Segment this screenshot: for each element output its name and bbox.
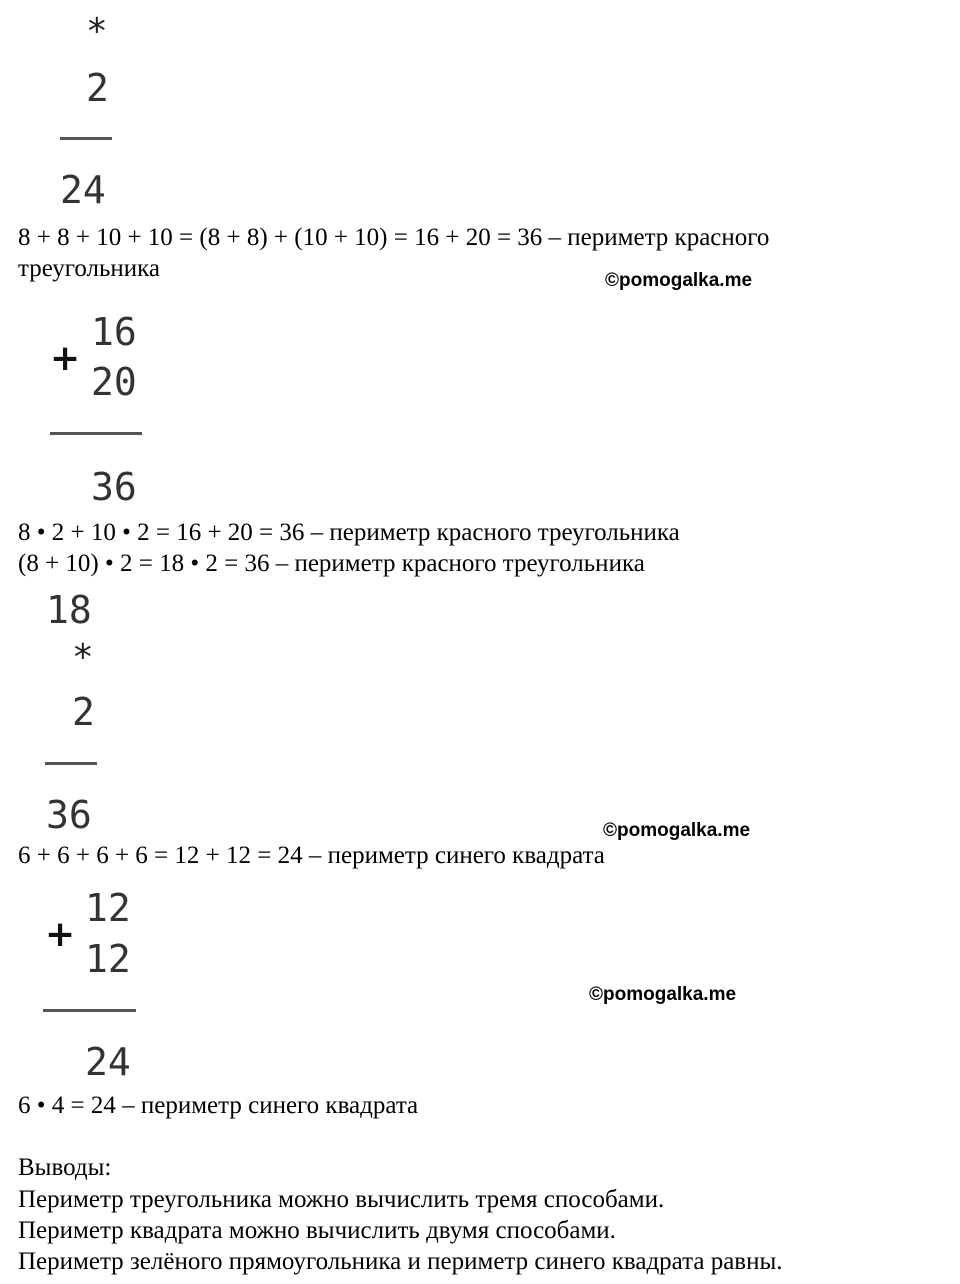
calc3-top: 18 xyxy=(46,588,92,632)
calc1-rule xyxy=(60,137,112,140)
calc1-operand: 2 xyxy=(86,66,109,110)
calc4-operator: + xyxy=(45,914,76,955)
calc4-result: 24 xyxy=(85,1040,131,1084)
calc2-result: 36 xyxy=(91,465,137,509)
watermark-2: ©pomogalka.me xyxy=(603,820,751,841)
equation-red-triangle-sum: 8 + 8 + 10 + 10 = (8 + 8) + (10 + 10) = 16 + 20 = 36 – периметр красного xyxy=(18,224,770,251)
calc3-result: 36 xyxy=(46,793,92,837)
equation-red-triangle-mult: 8 • 2 + 10 • 2 = 16 + 20 = 36 – периметр красного треугольника xyxy=(18,519,680,546)
calc4-rule xyxy=(43,1009,136,1012)
calc2-top: 16 xyxy=(91,310,137,354)
equation-blue-square-mult: 6 • 4 = 24 – периметр синего квадрата xyxy=(18,1092,419,1119)
calc4-bottom: 12 xyxy=(85,937,131,981)
calc3-rule xyxy=(45,762,97,765)
watermark-3: ©pomogalka.me xyxy=(589,984,737,1005)
calc2-operator: + xyxy=(50,338,81,379)
equation-blue-square-sum: 6 + 6 + 6 + 6 = 12 + 12 = 24 – периметр синего квадрата xyxy=(18,842,605,869)
calc2-bottom: 20 xyxy=(91,360,137,404)
calc2-rule xyxy=(50,432,142,435)
conclusion-equal: Периметр зелёного прямоугольника и периметр синего квадрата равны. xyxy=(18,1248,783,1275)
conclusion-triangle: Периметр треугольника можно вычислить тремя способами. xyxy=(18,1186,665,1213)
equation-red-triangle-brackets: (8 + 10) • 2 = 18 • 2 = 36 – периметр красного треугольника xyxy=(18,550,645,577)
calc3-bottom: 2 xyxy=(72,690,95,734)
conclusions-heading: Выводы: xyxy=(18,1154,112,1181)
calc1-result: 24 xyxy=(60,168,106,212)
calc3-operator: * xyxy=(72,637,94,678)
calc4-top: 12 xyxy=(85,886,131,930)
watermark-1: ©pomogalka.me xyxy=(605,270,753,291)
conclusion-square: Периметр квадрата можно вычислить двумя способами. xyxy=(18,1217,616,1244)
equation-red-triangle-sum-cont: треугольника xyxy=(18,255,161,282)
calc1-operator: * xyxy=(86,11,108,52)
